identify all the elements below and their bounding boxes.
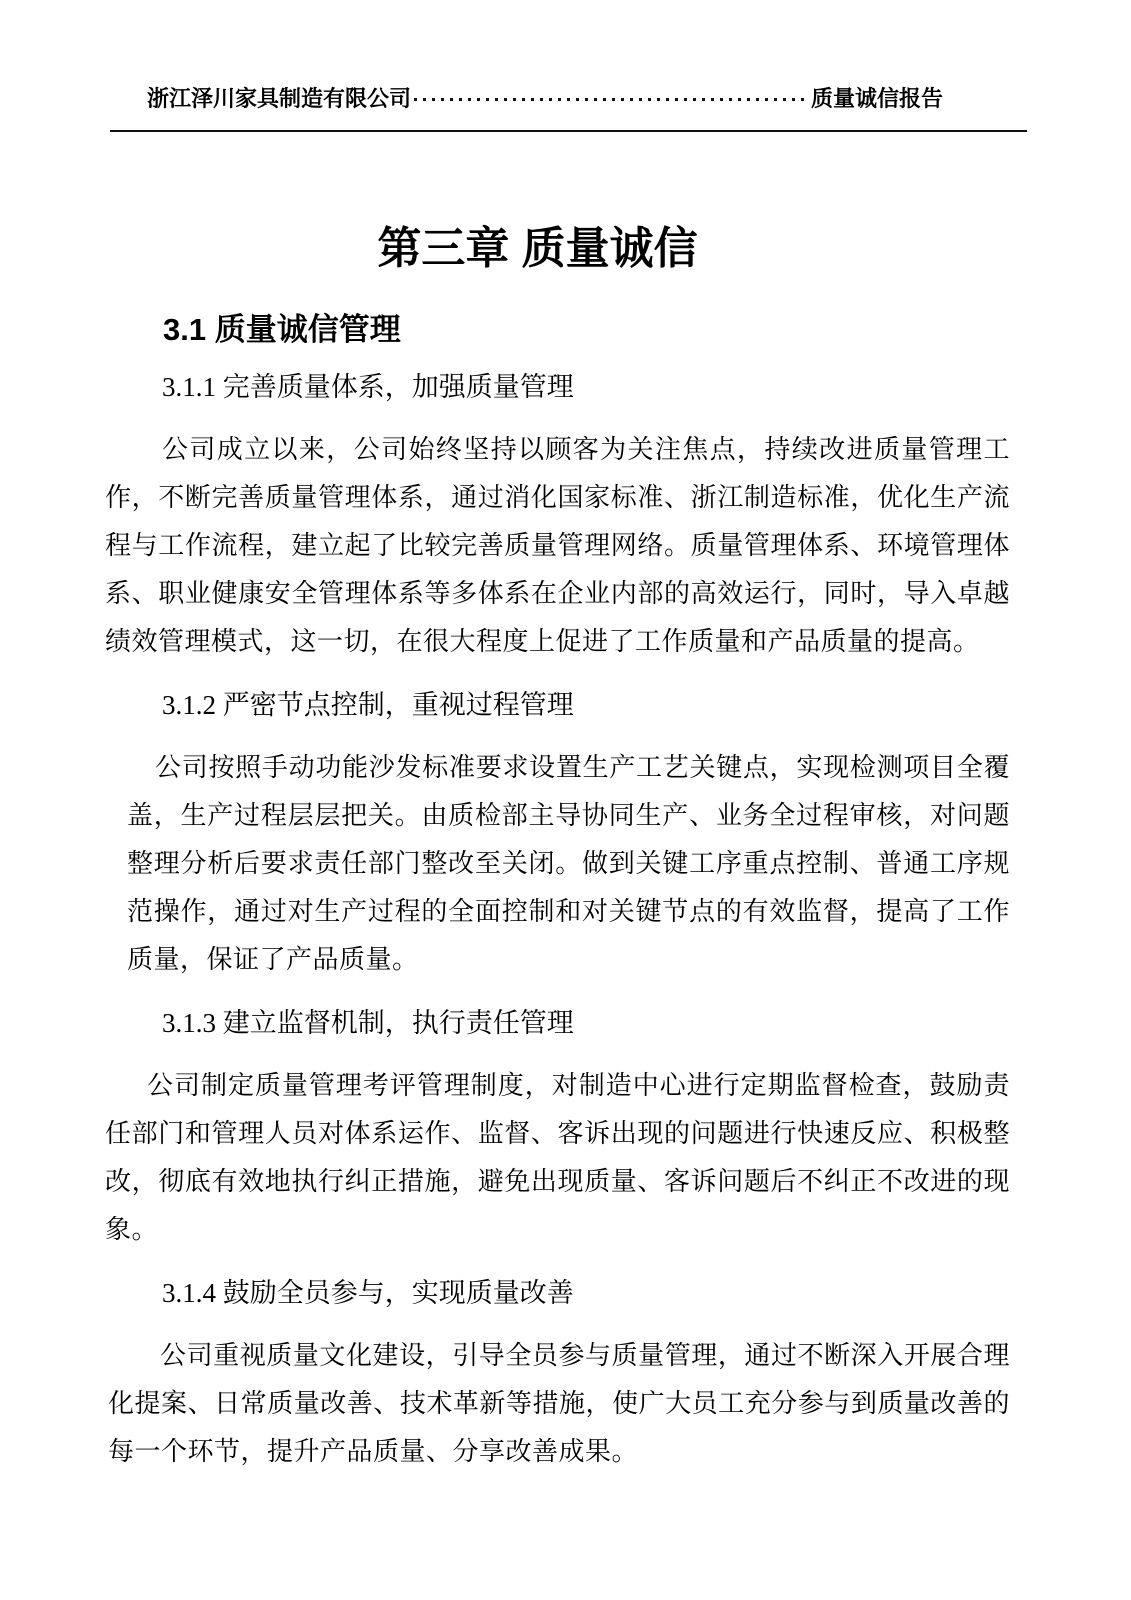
subsection-heading-312: 3.1.2 严密节点控制，重视过程管理 <box>162 690 574 720</box>
chapter-title: 第三章 质量诚信 <box>377 224 698 273</box>
paragraph-314: 公司重视质量文化建设，引导全员参与质量管理，通过不断深入开展合理化提案、日常质量改善、技术革新等措施，使广大员工充分参与到质量改善的每一个环节，提升产品质量、分享改善成果。 <box>108 1341 1010 1466</box>
paragraph-311: 公司成立以来，公司始终坚持以顾客为关注焦点，持续改进质量管理工作，不断完善质量管理体系，通过消化国家标准、浙江制造标准，优化生产流程与工作流程，建立起了比较完善质量管理网络。质量管理体系、环境管理体系、职业健康安全管理体系等多体系在企业内部的高效运行，同时，导入卓越绩效管理模式，这一切，在很大程度上促进了工作质量和产品质量的提高。 <box>105 435 1010 656</box>
paragraph-312: 公司按照手动功能沙发标准要求设置生产工艺关键点，实现检测项目全覆盖，生产过程层层把关。由质检部主导协同生产、业务全过程审核，对问题整理分析后要求责任部门整改至关闭。做到关键工序重点控制、普通工序规范操作，通过对生产过程的全面控制和对关键节点的有效监督，提高了工作质量，保证了产品质量。 <box>127 753 1010 974</box>
section-title: 3.1 质量诚信管理 <box>163 312 401 347</box>
page-header <box>110 0 1027 132</box>
subsection-heading-311: 3.1.1 完善质量体系，加强质量管理 <box>162 372 574 402</box>
header-company-name: 浙江泽川家具制造有限公司 <box>147 86 412 111</box>
paragraph-313: 公司制定质量管理考评管理制度，对制造中心进行定期监督检查，鼓励责任部门和管理人员对体系运作、监督、客诉出现的问题进行快速反应、积极整改，彻底有效地执行纠正措施，避免出现质量、客诉问题后不纠正不改进的现象。 <box>105 1071 1010 1244</box>
header-report-title: 质量诚信报告 <box>810 86 943 111</box>
dot-leader <box>414 98 808 101</box>
subsection-heading-313: 3.1.3 建立监督机制，执行责任管理 <box>162 1008 574 1038</box>
page-content <box>0 224 1131 1476</box>
subsection-heading-314: 3.1.4 鼓励全员参与，实现质量改善 <box>162 1278 574 1308</box>
